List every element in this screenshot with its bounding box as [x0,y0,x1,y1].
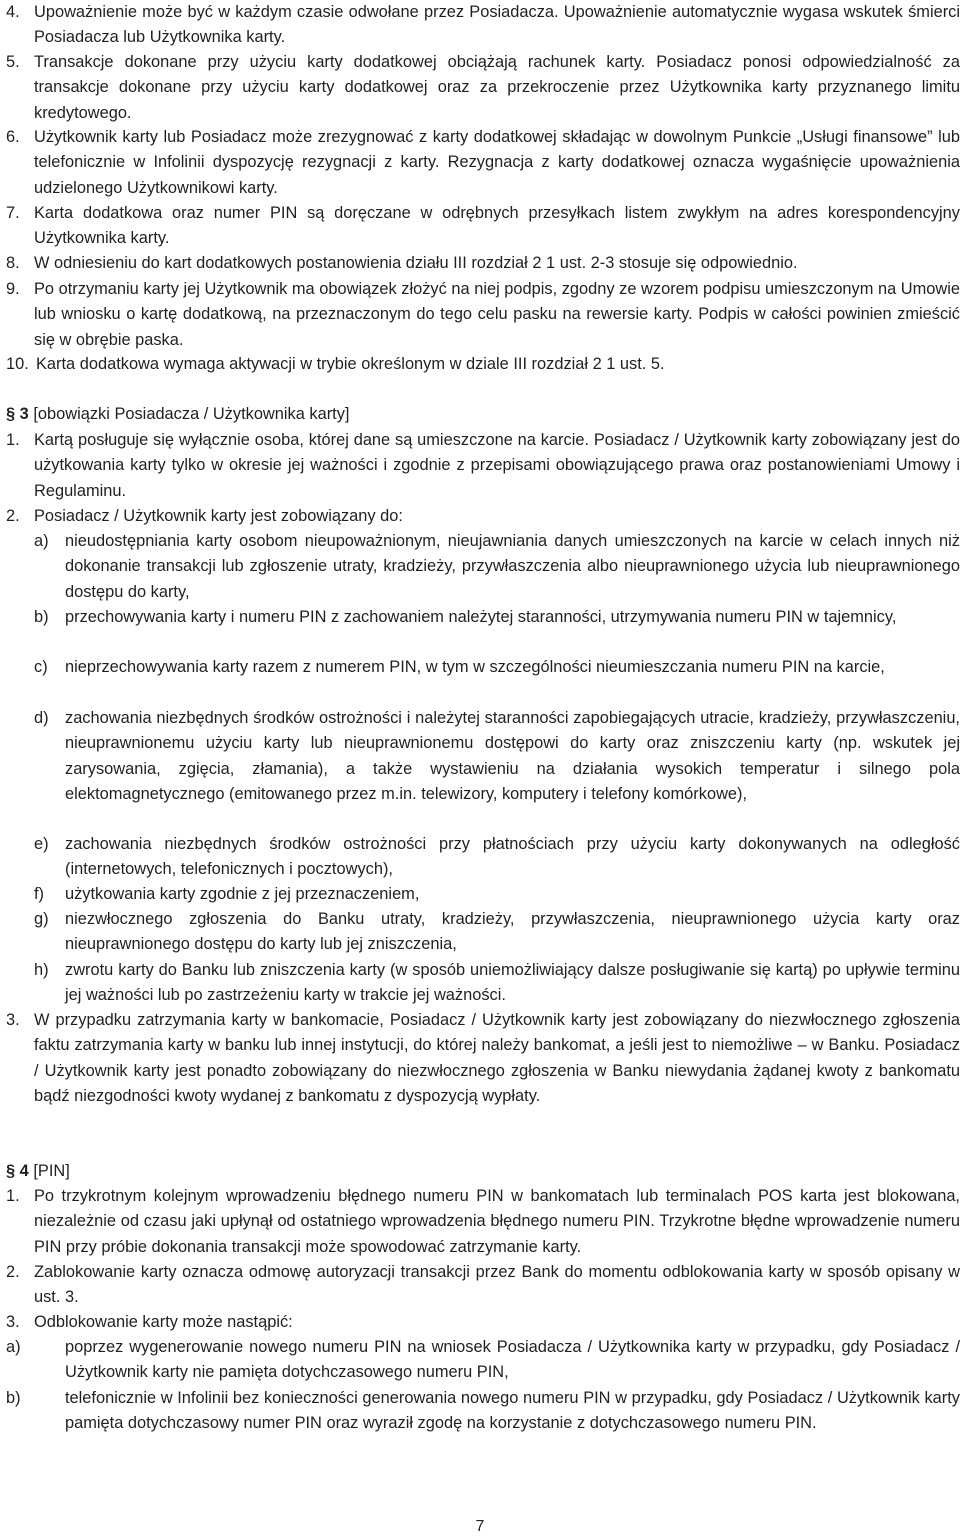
section-3-clause-2 [6,504,960,529]
sub-item-text: poprzez wygenerowanie nowego numeru PIN na wniosek Posiadacza / Użytkownika karty w przypadku, gdy Posiadacz / Użytkownik karty nie pamięta dotychczasowego numeru PIN, [65,1338,960,1382]
clause-9 [6,277,960,353]
section-number: § 3 [6,405,29,423]
sub-item-b [34,605,960,630]
sub-item-text: zachowania niezbędnych środków ostrożności i należytej staranności zapobiegających utracie, kradzieży, przywłaszczeniu, nieuprawnionemu użyciu karty lub nieuprawnionemu dostępowi do karty oraz zniszczeniu karty (np. wskutek jej zarysowania, zgięcia, złamania), a także wystawieniu na działania wysokich temperatur i silnego pola elektomagnetycznego (emitowanego przez m.in. telewizory, komputery i telefony komórkowe), [65,709,960,804]
clause-text: Odblokowanie karty może nastąpić: [34,1313,293,1331]
clause-6 [6,125,960,201]
section-4-clause-3 [6,1310,960,1335]
sub-item-e [34,832,960,883]
section-4-clause-2 [6,1260,960,1311]
clause-text: Transakcje dokonane przy użyciu karty dodatkowej obciążają rachunek karty. Posiadacz ponosi odpowiedzialność za transakcje dokonane przy użyciu karty dodatkowej oraz za przekroczenie przez Użytkownika karty przyznanego limitu kredytowego. [34,53,960,122]
sub-item-letter: f) [34,885,45,903]
sub-item-text: przechowywania karty i numeru PIN z zachowaniem należytej staranności, utrzymywania numeru PIN w tajemnicy, [65,608,897,626]
section-3-clause-1 [6,428,960,504]
clause-number: 7. [6,204,20,222]
sub-item-text: zwrotu karty do Banku lub zniszczenia karty (w sposób uniemożliwiający dalsze posługiwanie się kartą) po upływie terminu jej ważności lub po zastrzeżeniu karty w trakcie jej ważności. [65,961,960,1005]
clause-number: 2. [6,507,20,525]
sub-item-text: telefonicznie w Infolinii bez konieczności generowania nowego numeru PIN w przypadku, gdy Posiadacz / Użytkownik karty pamięta dotychczasowy numer PIN oraz wyraził zgodę na korzystanie z dotychczasowego numeru PIN. [65,1389,960,1433]
sub-item-b [6,1386,960,1437]
sub-item-letter: b) [6,1389,21,1407]
clause-text: Karta dodatkowa oraz numer PIN są doręczane w odrębnych przesyłkach listem zwykłym na adres korespondencyjny Użytkownika karty. [34,204,960,248]
clause-10 [6,352,960,377]
sub-item-letter: b) [34,608,49,626]
sub-item-d [34,706,960,808]
clause-text: Posiadacz / Użytkownik karty jest zobowiązany do: [34,507,403,525]
section-4-clause-1 [6,1184,960,1260]
clause-number: 1. [6,1187,20,1205]
clause-number: 1. [6,431,20,449]
section-title: [obowiązki Posiadacza / Użytkownika karty] [33,405,350,423]
sub-item-letter: h) [34,961,49,979]
sub-item-c [34,655,960,680]
sub-item-letter: d) [34,709,49,727]
sub-item-letter: a) [6,1338,21,1356]
sub-item-letter: e) [34,835,49,853]
clause-7 [6,201,960,252]
clause-8 [6,251,960,276]
clause-number: 3. [6,1313,20,1331]
sub-item-a [6,1335,960,1386]
clause-text: Kartą posługuje się wyłącznie osoba, której dane są umieszczone na karcie. Posiadacz / Użytkownik karty zobowiązany jest do użytkowania karty tylko w okresie jej ważności i zgodnie z przepisami obowiązującego prawa oraz postanowieniami Umowy i Regulaminu. [34,431,960,500]
sub-item-text: użytkowania karty zgodnie z jej przeznaczeniem, [65,885,420,903]
clause-text: W odniesieniu do kart dodatkowych postanowienia działu III rozdział 2 1 ust. 2-3 stosuje się odpowiednio. [34,254,798,272]
clause-number: 6. [6,128,20,146]
section-number: § 4 [6,1162,29,1180]
clause-text: Po otrzymaniu karty jej Użytkownik ma obowiązek złożyć na niej podpis, zgodny ze wzorem podpisu umieszczonym na Umowie lub wniosku o kartę dodatkową, na przeznaczonym do tego celu pasku na rewersie karty. Podpis w całości powinien zmieścić się w obrębie paska. [34,280,960,349]
clause-number: 10. [6,355,29,373]
clause-4 [6,0,960,51]
section-3-clause-3 [6,1008,960,1110]
clause-number: 9. [6,280,20,298]
clause-text: W przypadku zatrzymania karty w bankomacie, Posiadacz / Użytkownik karty jest zobowiązany do niezwłocznego zgłoszenia faktu zatrzymania karty w banku lub innej instytucji, do której należy bankomat, a jeśli jest to niemożliwe – w Banku. Posiadacz / Użytkownik karty jest ponadto zobowiązany do niezwłocznego zgłoszenia w Banku niewydania żądanej kwoty z bankomatu bądź niezgodności kwoty wydanej z bankomatu z dyspozycją wypłaty. [34,1011,960,1106]
sub-item-f [34,882,960,907]
sub-item-letter: a) [34,532,49,550]
clause-number: 4. [6,3,20,21]
section-title: [PIN] [33,1162,70,1180]
clause-text: Upoważnienie może być w każdym czasie odwołane przez Posiadacza. Upoważnienie automatycznie wygasa wskutek śmierci Posiadacza lub Użytkownika karty. [34,3,960,47]
sub-item-text: nieprzechowywania karty razem z numerem PIN, w tym w szczególności nieumieszczania numeru PIN na karcie, [65,658,885,676]
clause-number: 8. [6,254,20,272]
section-3-heading [6,402,349,427]
sub-item-h [34,958,960,1009]
clause-number: 2. [6,1263,20,1281]
sub-item-letter: c) [34,658,48,676]
clause-number: 5. [6,53,20,71]
sub-item-text: zachowania niezbędnych środków ostrożności przy płatnościach przy użyciu karty dokonywanych na odległość (internetowych, telefonicznych i pocztowych), [65,835,960,879]
clause-text: Użytkownik karty lub Posiadacz może zrezygnować z karty dodatkowej składając w dowolnym Punkcie „Usługi finansowe” lub telefonicznie w Infolinii dyspozycję rezygnacji z karty. Rezygnacja z karty dodatkowej oznacza wygaśnięcie upoważnienia udzielonego Użytkownikowi karty. [34,128,960,197]
sub-item-text: nieudostępniania karty osobom nieupoważnionym, nieujawniania danych umieszczonych na karcie w celach innych niż dokonanie transakcji lub zgłoszenie utraty, kradzieży, przywłaszczenia albo nieuprawnionego użycia lub nieuprawnionego dostępu do karty, [65,532,960,601]
sub-item-text: niezwłocznego zgłoszenia do Banku utraty, kradzieży, przywłaszczenia, nieuprawnionego użycia karty oraz nieuprawnionego dostępu do karty lub jej zniszczenia, [65,910,960,954]
clause-text: Po trzykrotnym kolejnym wprowadzeniu błędnego numeru PIN w bankomatach lub terminalach POS karta jest blokowana, niezależnie od czasu jaki upłynął od ostatniego wprowadzenia błędnego numeru PIN. Trzykrotne błędne wprowadzenie numeru PIN przy próbie dokonania transakcji może spowodować zatrzymanie karty. [34,1187,960,1256]
clause-5 [6,50,960,126]
sub-item-g [34,907,960,958]
clause-text: Zablokowanie karty oznacza odmowę autoryzacji transakcji przez Bank do momentu odblokowania karty w sposób opisany w ust. 3. [34,1263,960,1307]
sub-item-letter: g) [34,910,49,928]
clause-text: Karta dodatkowa wymaga aktywacji w trybie określonym w dziale III rozdział 2 1 ust. 5. [36,355,665,373]
sub-item-a [34,529,960,605]
clause-number: 3. [6,1011,20,1029]
section-4-heading [6,1159,70,1184]
page-number: 7 [475,1518,485,1535]
